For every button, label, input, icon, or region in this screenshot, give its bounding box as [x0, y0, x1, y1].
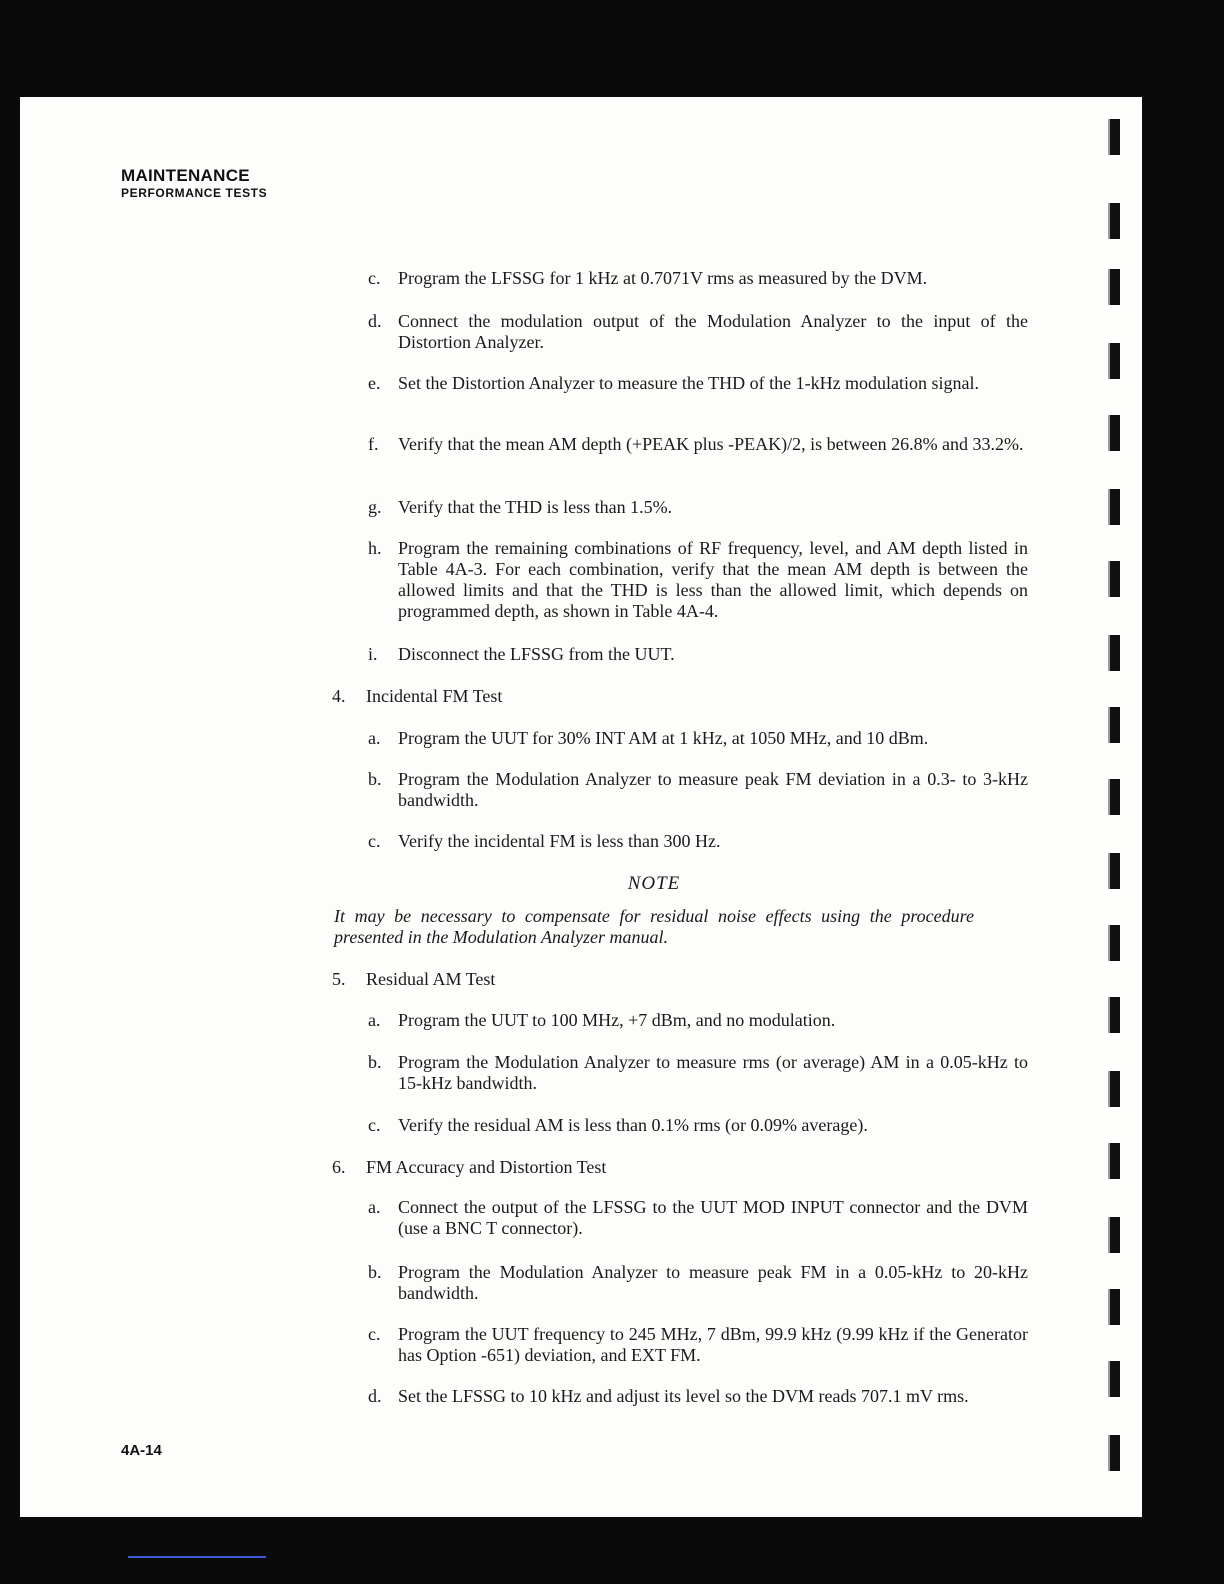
binder-tab: [1108, 1435, 1120, 1471]
binder-tab: [1108, 415, 1120, 451]
step-text: Program the Modulation Analyzer to measure rms (or average) AM in a 0.05-kHz to 15-kHz bandwidth.: [398, 1052, 1028, 1093]
test-number: 5.: [332, 969, 346, 989]
step-label: c.: [368, 1115, 381, 1135]
test-title: Residual AM Test: [366, 969, 496, 989]
step-label: a.: [368, 728, 381, 748]
binder-tab: [1108, 489, 1120, 525]
step-text: Connect the modulation output of the Modulation Analyzer to the input of the Distortion Analyzer.: [398, 311, 1028, 352]
page-number: 4A-14: [121, 1442, 162, 1459]
step-text: Verify that the THD is less than 1.5%.: [398, 497, 673, 517]
document-page: [20, 97, 1142, 1517]
step-text: Program the LFSSG for 1 kHz at 0.7071V rms as measured by the DVM.: [398, 268, 928, 288]
note-text: It may be necessary to compensate for residual noise effects using the procedure presented in the Modulation Analyzer manual.: [334, 906, 974, 947]
step-text: Program the remaining combinations of RF frequency, level, and AM depth listed in Table 4A-3. For each combination, verify that the mean AM depth is between the allowed limits and that the THD is less than the allowed limit, which depends on programmed depth, as shown in Table 4A-4.: [398, 538, 1028, 621]
binder-tab: [1108, 779, 1120, 815]
step-label: e.: [368, 373, 381, 393]
step-label: g.: [368, 497, 382, 517]
step-text: Set the LFSSG to 10 kHz and adjust its level so the DVM reads 707.1 mV rms.: [398, 1386, 969, 1406]
binder-tab: [1108, 853, 1120, 889]
step-label: a.: [368, 1197, 381, 1217]
step-text: Program the UUT for 30% INT AM at 1 kHz, at 1050 MHz, and 10 dBm.: [398, 728, 929, 748]
binder-tab: [1108, 1143, 1120, 1179]
binder-tab: [1108, 561, 1120, 597]
section-title: MAINTENANCE: [121, 166, 250, 185]
binder-tab: [1108, 1289, 1120, 1325]
step-text: Disconnect the LFSSG from the UUT.: [398, 644, 675, 664]
step-label: b.: [368, 769, 382, 789]
test-title: FM Accuracy and Distortion Test: [366, 1157, 607, 1177]
binder-tab: [1108, 343, 1120, 379]
note-title: NOTE: [627, 873, 681, 894]
step-label: h.: [368, 538, 382, 558]
step-text: Program the Modulation Analyzer to measure peak FM in a 0.05-kHz to 20-kHz bandwidth.: [398, 1262, 1028, 1303]
step-text: Verify the incidental FM is less than 300 Hz.: [398, 831, 721, 851]
step-label: a.: [368, 1010, 381, 1030]
step-label: c.: [368, 831, 381, 851]
step-label: f.: [368, 434, 379, 454]
step-label: i.: [368, 644, 378, 664]
binder-tab: [1108, 1217, 1120, 1253]
step-label: d.: [368, 311, 382, 331]
binder-tab: [1108, 707, 1120, 743]
step-label: d.: [368, 1386, 382, 1406]
step-text: Program the UUT to 100 MHz, +7 dBm, and no modulation.: [398, 1010, 836, 1030]
step-label: c.: [368, 268, 381, 288]
step-text: Verify the residual AM is less than 0.1% rms (or 0.09% average).: [398, 1115, 868, 1135]
section-subtitle: PERFORMANCE TESTS: [121, 186, 268, 200]
test-number: 6.: [332, 1157, 346, 1177]
binder-tab: [1108, 1071, 1120, 1107]
binder-tab: [1108, 997, 1120, 1033]
binder-tab: [1108, 119, 1120, 155]
step-text: Set the Distortion Analyzer to measure the THD of the 1-kHz modulation signal.: [398, 373, 980, 393]
binder-tab: [1108, 635, 1120, 671]
bottom-link-bar: [128, 1556, 266, 1558]
binder-tab: [1108, 1361, 1120, 1397]
binder-tab: [1108, 925, 1120, 961]
step-text: Program the UUT frequency to 245 MHz, 7 dBm, 99.9 kHz (9.99 kHz if the Generator has Option -651) deviation, and EXT FM.: [398, 1324, 1028, 1365]
test-title: Incidental FM Test: [366, 686, 503, 706]
binder-tab: [1108, 203, 1120, 239]
test-number: 4.: [332, 686, 346, 706]
step-label: c.: [368, 1324, 381, 1344]
binder-tab: [1108, 269, 1120, 305]
step-label: b.: [368, 1052, 382, 1072]
step-label: b.: [368, 1262, 382, 1282]
step-text: Verify that the mean AM depth (+PEAK plus -PEAK)/2, is between 26.8% and 33.2%.: [398, 434, 1024, 454]
step-text: Connect the output of the LFSSG to the UUT MOD INPUT connector and the DVM (use a BNC T connector).: [398, 1197, 1028, 1238]
step-text: Program the Modulation Analyzer to measure peak FM deviation in a 0.3- to 3-kHz bandwidth.: [398, 769, 1028, 810]
